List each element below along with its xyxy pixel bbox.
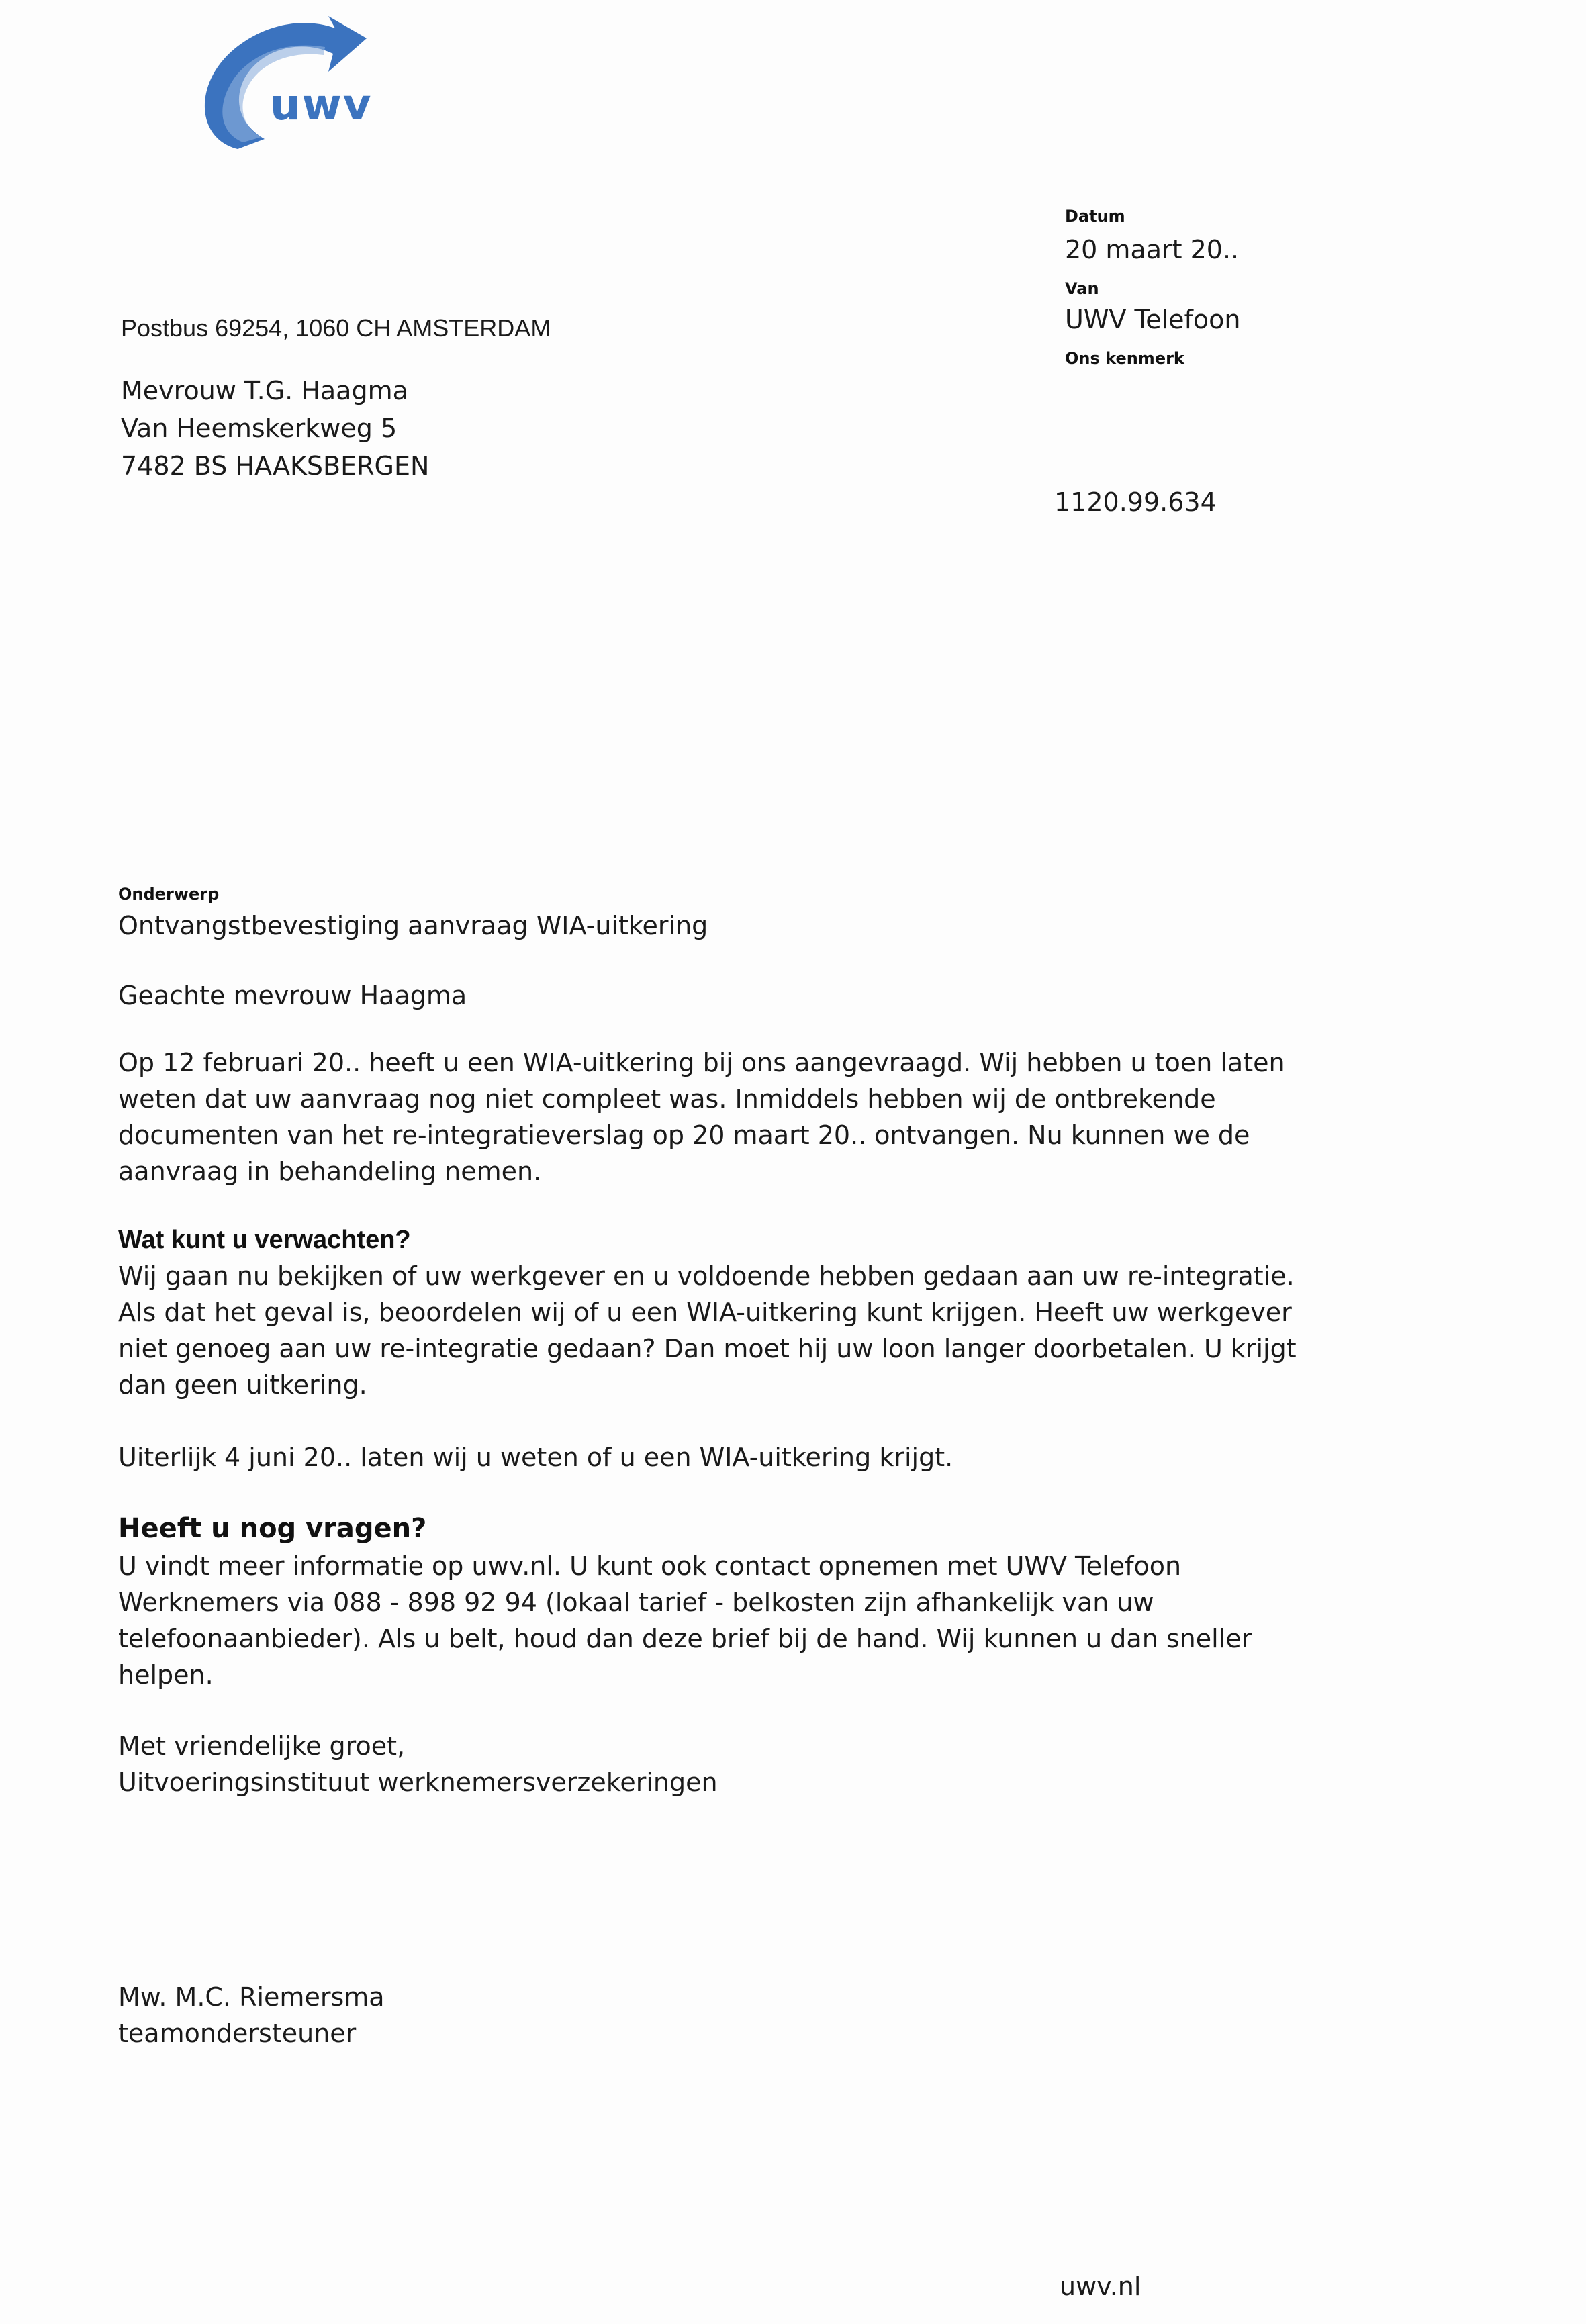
paragraph-line: helpen. [118, 1660, 214, 1690]
deadline-sentence: Uiterlijk 4 juni 20.. laten wij u weten of u een WIA-uitkering krijgt. [118, 1443, 953, 1472]
van-value: UWV Telefoon [1065, 305, 1241, 334]
paragraph-line: telefoonaanbieder). Als u belt, houd dan deze brief bij de hand. Wij kunnen u dan sneller [118, 1624, 1252, 1653]
paragraph-intro [118, 1045, 1285, 1190]
paragraph-line: Werknemers via 088 - 898 92 94 (lokaal tarief - belkosten zijn afhankelijk van uw [118, 1588, 1154, 1617]
paragraph-line: aanvraag in behandeling nemen. [118, 1157, 542, 1186]
recipient-address [121, 372, 429, 485]
paragraph-line: Op 12 februari 20.. heeft u een WIA-uitkering bij ons aangevraagd. Wij hebben u toen laten [118, 1048, 1285, 1077]
paragraph-line: niet genoeg aan uw re-integratie gedaan? Dan moet hij uw loon langer doorbetalen. U krijgt [118, 1334, 1297, 1363]
paragraph-line: documenten van het re-integratieverslag op 20 maart 20.. ontvangen. Nu kunnen we de [118, 1120, 1250, 1150]
paragraph-line: U vindt meer informatie op uwv.nl. U kunt ook contact opnemen met UWV Telefoon [118, 1551, 1182, 1581]
footer-website: uwv.nl [1060, 2272, 1141, 2301]
paragraph-line: weten dat uw aanvraag nog niet compleet was. Inmiddels hebben wij de ontbrekende [118, 1084, 1216, 1114]
subject-value: Ontvangstbevestiging aanvraag WIA-uitkering [118, 911, 708, 940]
paragraph-line: Wij gaan nu bekijken of uw werkgever en u voldoende hebben gedaan aan uw re-integratie. [118, 1261, 1295, 1291]
subject-label: Onderwerp [118, 885, 220, 904]
uwv-logo [191, 8, 372, 162]
signature-block [118, 1979, 385, 2051]
van-label: Van [1065, 279, 1099, 298]
closing [118, 1728, 718, 1800]
signature-name: Mw. M.C. Riemersma [118, 1982, 385, 2012]
closing-greeting: Met vriendelijke groet, [118, 1731, 406, 1761]
datum-value: 20 maart 20.. [1065, 235, 1240, 264]
salutation: Geachte mevrouw Haagma [118, 981, 467, 1010]
section-body-expectations [118, 1258, 1297, 1403]
kenmerk-value: 1120.99.634 [1054, 487, 1217, 517]
section-heading-questions: Heeft u nog vragen? [118, 1513, 427, 1544]
section-body-questions [118, 1548, 1252, 1693]
uwv-logo-text: uwv [270, 81, 373, 130]
recipient-street: Van Heemskerkweg 5 [121, 414, 398, 443]
recipient-name: Mevrouw T.G. Haagma [121, 376, 408, 405]
datum-label: Datum [1065, 207, 1125, 226]
paragraph-line: Als dat het geval is, beoordelen wij of u een WIA-uitkering kunt krijgen. Heeft uw werkgever [118, 1298, 1292, 1327]
paragraph-line: dan geen uitkering. [118, 1370, 367, 1400]
kenmerk-label: Ons kenmerk [1065, 349, 1184, 368]
signature-role: teamondersteuner [118, 2019, 357, 2048]
return-address: Postbus 69254, 1060 CH AMSTERDAM [121, 314, 551, 342]
closing-organisation: Uitvoeringsinstituut werknemersverzekeringen [118, 1768, 718, 1797]
recipient-city: 7482 BS HAAKSBERGEN [121, 451, 430, 481]
section-heading-expectations: Wat kunt u verwachten? [118, 1226, 411, 1254]
